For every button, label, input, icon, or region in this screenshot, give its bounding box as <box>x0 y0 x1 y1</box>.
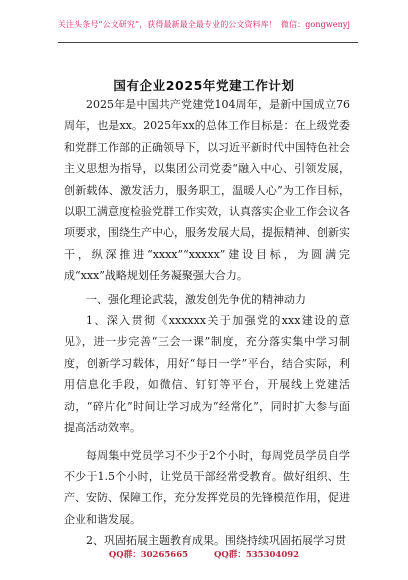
footer-contact <box>0 548 408 560</box>
banner-promo-text: 关注头条号“公文研究”，获得最新最全最专业的公文资料库！ <box>57 20 277 29</box>
document-body <box>64 94 350 552</box>
header-divider <box>58 42 358 43</box>
body-paragraph: 每周集中党员学习不少于2个小时，每周党员学员自学不少于1.5个小时，让党员干部经常受教育。做好组织、生产、安防、保障工作，充分发挥党员的先锋模范作用，促进企业和谐发展。 <box>64 448 350 526</box>
intro-paragraph: 2025年是中国共产党建党104周年，是新中国成立76周年，也是xx。2025年xx的总体工作目标是：在上级党委和党群工作部的正确领导下，以习近平新时代中国特色社会主义思想为指导，以集团公司党委“融入中心、引领发展，创新载体、激发活力，服务职工，温暖人心”为工作目标，以职工满意度检验党群工作实效，认真落实企业工作会议各项要求，围绕生产中心，服务发展大局，提振精神、创新实干，纵深推进“xxxx”“xxxxx”建设目标，为圆满完成“xxx”战略规划任务凝聚强大合力。 <box>64 98 350 283</box>
document-title: 国有企业2025年党建工作计划 <box>113 78 295 93</box>
body-paragraph: 2、巩固拓展主题教育成果。围绕持续巩固拓展学习贯 <box>86 534 346 548</box>
header-banner <box>22 19 386 30</box>
footer-qq-group-2: QQ群：535304092 <box>214 550 300 560</box>
body-paragraph: 1、深入贯彻《xxxxxx关于加强党的xxx建设的意见》，进一步完善“三会一课”制度，充分落实集中学习制度，创新学习载体，用好“每日一学”平台，结合实际，利用信息化手段，如微信、钉钉等平台，开展线上党建活动，“碎片化”时间让学习成为“经常化”，同时扩大参与面提高活动效率。 <box>64 314 350 435</box>
section-heading: 一、强化理论武装，激发创先争优的精神动力 <box>86 292 306 306</box>
banner-wechat-id: 微信：gongwenyj <box>280 20 351 29</box>
footer-qq-group-1: QQ群：30265665 <box>108 550 189 560</box>
